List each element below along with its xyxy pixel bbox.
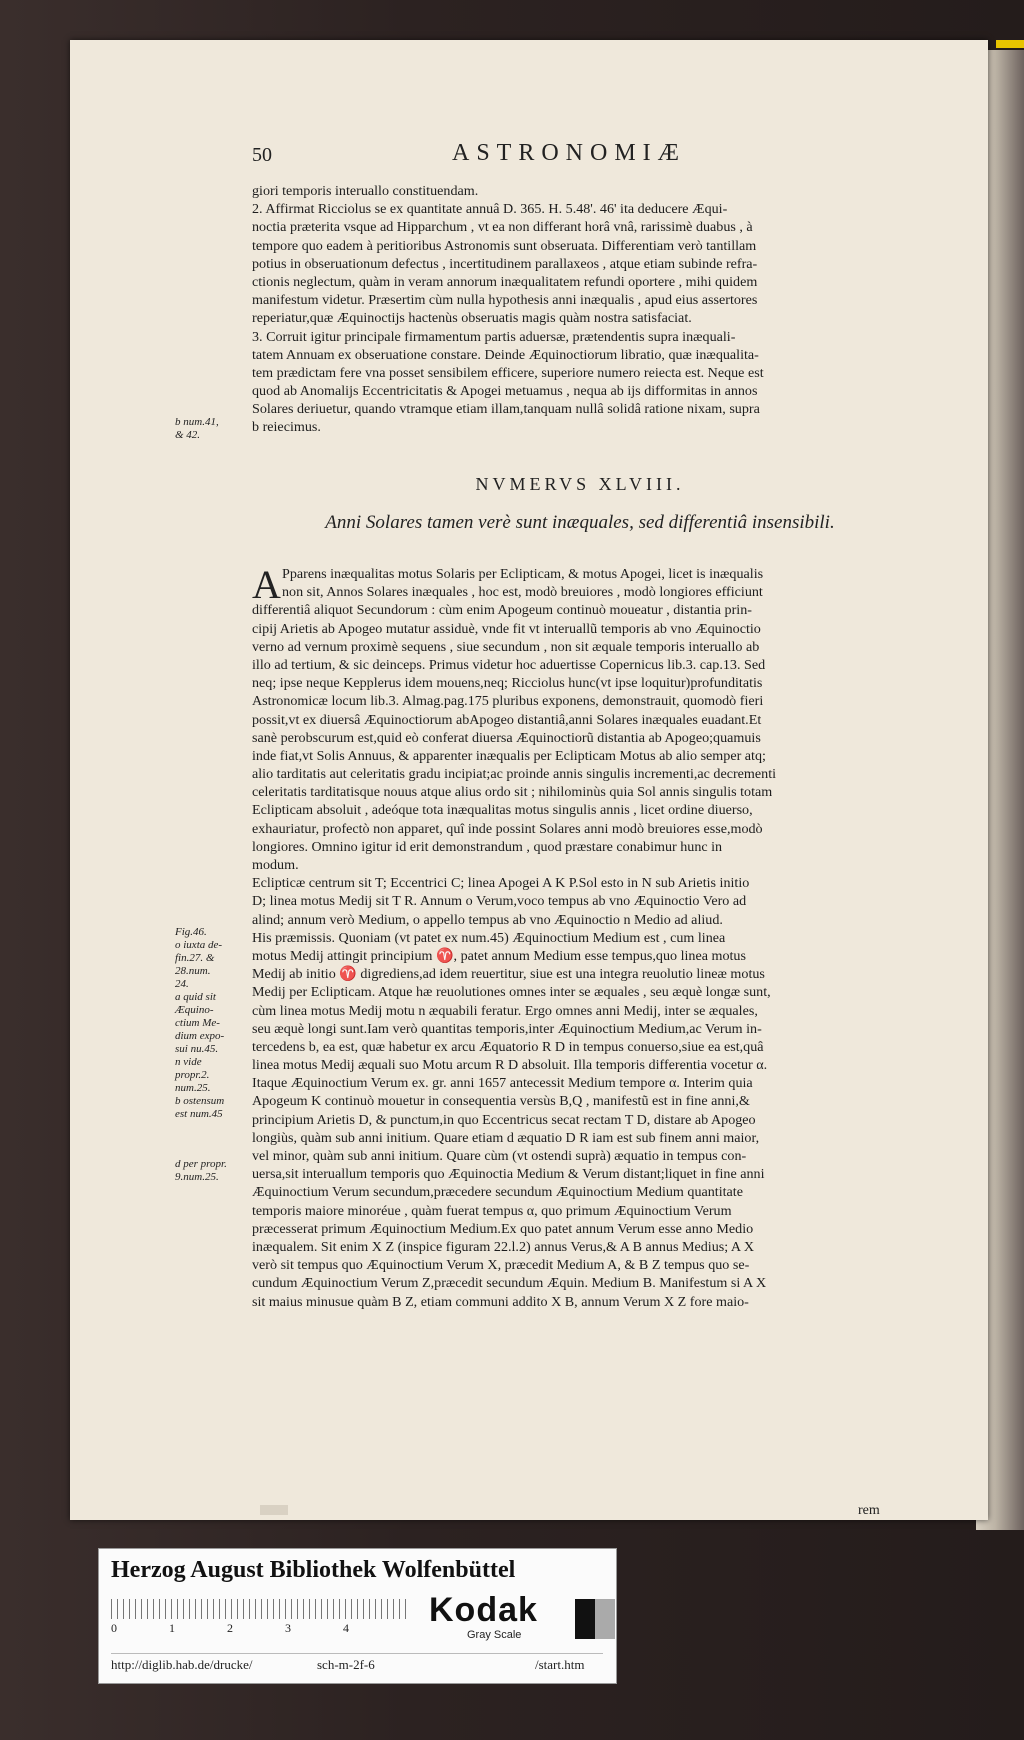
ruler-label: 1 <box>169 1621 175 1635</box>
ruler-label: 0 <box>111 1621 117 1635</box>
text-line: Medij per Eclipticam. Atque hæ reuolutiones omnes inter se æquales , seu æquè longæ sunt, <box>252 984 771 1001</box>
library-name: Herzog August Bibliothek Wolfenbüttel <box>111 1557 516 1583</box>
text-line: differentiâ aliquot Secundorum : cùm enim Apogeum continuò moueatur , distantia prin- <box>252 602 752 619</box>
text-line: tatem Annuam ex obseruatione constare. Deinde Æquinoctiorum libratio, quæ inæqualita- <box>252 346 759 363</box>
margin-line: Fig.46. <box>175 926 207 938</box>
margin-line: a quid sit <box>175 991 216 1003</box>
kodak-logo: Kodak <box>429 1591 538 1629</box>
text-line: longiores. Omnino igitur id erit demonstrandum , quod præstare conabimur hunc in <box>252 838 723 855</box>
text-line: præcesserat primum Æquinoctium Medium.Ex quo patet annum Verum esse anno Medio <box>252 1220 754 1237</box>
section-subheading: Anni Solares tamen verè sunt inæquales, sed differentiâ insensibili. <box>325 512 835 533</box>
library-stamp <box>260 1505 288 1515</box>
text-line: non sit, Annos Solares inæquales , hoc est, modò breuiores , modò longiores efficiunt <box>282 584 763 601</box>
text-line: ctionis neglectum, quàm in veram annorum inæqualitatem refundi oportere , mihi quidem <box>252 273 758 290</box>
text-line: cipij Arietis ab Apogeo mutatur assiduè, vnde fit vt interuallũ temporis ab vno Æquinoctio <box>252 620 761 637</box>
margin-line: 9.num.25. <box>175 1171 219 1183</box>
text-line: illo ad tertium, & sic deinceps. Primus videtur hoc aduertisse Copernicus lib.3. cap.13. Sed <box>252 656 766 673</box>
text-line: Solares deriuetur, quando vtramque etiam illam,tanquam nullâ solidâ ratione nixam, supra <box>252 401 760 418</box>
text-line: Pparens inæqualitas motus Solaris per Eclipticam, & motus Apogei, licet is inæqualis <box>282 566 764 582</box>
ruler-label: 4 <box>343 1621 349 1635</box>
text-line: motus Medij attingit principium ♈, patet annum Medium esse tempus,quo linea motus <box>252 947 746 964</box>
text-line: Eclipticæ centrum sit T; Eccentrici C; linea Apogei A K P.Sol esto in N sub Arietis initio <box>252 875 750 892</box>
text-line: longiùs, quàm sub anni initium. Quare etiam d æquatio D R iam est sub finem anni maior, <box>252 1129 760 1146</box>
url-suffix: /start.htm <box>535 1657 585 1672</box>
margin-line: b num.41, <box>175 416 219 428</box>
url-base: http://diglib.hab.de/drucke/ <box>111 1657 253 1672</box>
margin-note-1 <box>175 416 255 442</box>
text-line: inde fiat,vt Solis Annuus, & apparenter inæqualis per Eclipticam Motus ab alio semper atq; <box>252 747 766 764</box>
numerus-heading: NVMERVS XLVIII. <box>475 474 685 494</box>
ruler-label: 2 <box>227 1621 233 1635</box>
margin-note-3 <box>175 1158 255 1184</box>
text-line: giori temporis interuallo constituendam. <box>252 183 479 199</box>
text-line: Æquinoctium Verum secundum,præcedere secundum Æquinoctium Medium quantitate <box>252 1184 743 1201</box>
text-line: exhauriatur, profectò non apparet, quî inde possint Solares anni modò breuiores esse,modò <box>252 820 763 837</box>
text-line: neq; ipse neque Kepplerus idem mouens,neq; Ricciolus hunc(vt ipse loquitur)profunditatis <box>252 675 763 692</box>
running-title: ASTRONOMIÆ <box>452 140 687 166</box>
text-line: b reiecimus. <box>252 419 321 436</box>
text-line: 2. Affirmat Ricciolus se ex quantitate annuâ D. 365. H. 5.48'. 46' ita deducere Æqui- <box>252 201 728 218</box>
margin-line: propr.2. <box>175 1069 210 1081</box>
margin-line: & 42. <box>175 429 201 441</box>
corner-marker <box>996 40 1024 48</box>
margin-line: fin.27. & <box>175 952 215 964</box>
text-line: quod ab Anomalijs Eccentricitatis & Apogei metuamus , nequa ab ijs difformitas in annos <box>252 383 758 400</box>
margin-line: b ostensum <box>175 1095 225 1107</box>
gray-patch-mid <box>595 1599 615 1639</box>
text-line: possit,vt ex diuersâ Æquinoctiorum abApogeo distantiâ,anni Solares inæquales euadant.Et <box>252 711 762 728</box>
text-line: noctia præterita vsque ad Hipparchum , vt ea non differant horâ vnâ, rarissimè duabus , à <box>252 219 753 236</box>
text-line: celeritatis tarditatisque nouus atque alius ordo sit ; nihilominùs quia Sol annis singulis totam <box>252 784 773 801</box>
text-line: manifestum videtur. Præsertim cùm nulla hypothesis anni inæqualis , apud eius assertores <box>252 292 758 309</box>
main-paragraphs <box>252 562 908 1311</box>
margin-note-2 <box>175 926 255 1121</box>
gray-scale-label: Gray Scale <box>467 1629 522 1641</box>
text-line: linea motus Medij æquali suo Motu arcum R D absoluit. Illa temporis differentia vocetur α. <box>252 1057 768 1074</box>
text-line: principium Arietis D, & punctum,in quo Eccentricus secat rectam T D, distare ab Apogeo <box>252 1111 756 1128</box>
text-line: tem prædictam fere vna posset sensibilem efficere, superiore numero reiecta est. Neque est <box>252 364 764 381</box>
text-line: alio tarditatis aut celeritatis gradu incipiat;ac proinde annis singulis incrementi,ac decrementi <box>252 766 777 783</box>
text-line: potius in obseruationum defectus , incertitudinem parallaxeos , atque etiam subinde refra- <box>252 255 758 272</box>
text-line: modum. <box>252 857 299 873</box>
text-line: verno ad vernum proximè sequens , siue secundum , non sit æquale temporis interuallo ab <box>252 638 760 655</box>
text-line: seu æquè longi sunt.Iam verò quantitas temporis,inter Æquinoctium Medium,ac Verum in- <box>252 1020 762 1037</box>
margin-line: 24. <box>175 978 189 990</box>
margin-line: num.25. <box>175 1082 211 1094</box>
text-line: cundum Æquinoctium Verum Z,præcedit secundum Æquin. Medium B. Manifestum si A X <box>252 1275 767 1292</box>
text-line: D; linea motus Medij sit T R. Annum o Verum,voco tempus ab vno Æquinoctio Vero ad <box>252 893 747 910</box>
margin-line: 28.num. <box>175 965 211 977</box>
margin-line: o iuxta de- <box>175 939 223 951</box>
drop-cap: A <box>252 562 281 607</box>
text-line: Medij ab initio ♈ digrediens,ad idem reuertitur, siue est una integra reuolutio lineæ motus <box>252 966 765 983</box>
running-header <box>252 140 812 174</box>
text-line: vel minor, quàm sub anni initium. Quare cùm (vt ostendi suprà) æquatio in tempus con- <box>252 1148 747 1164</box>
text-line: sanè perobscurum est,quid eò conferat diuersa Æquinoctiorũ distantia ab Apogeo;quamuis <box>252 729 761 746</box>
margin-line: d per propr. <box>175 1158 227 1170</box>
margin-line: est num.45 <box>175 1108 223 1120</box>
text-line: verò sit tempus quo Æquinoctium Verum X, præcedit Medium A, & B Z tempus quo se- <box>252 1257 750 1274</box>
margin-line: Æquino- <box>175 1004 214 1016</box>
catchword: rem <box>858 1503 880 1518</box>
url-signature: sch-m-2f-6 <box>317 1657 375 1672</box>
scale-ruler <box>111 1599 411 1619</box>
intro-paragraphs <box>252 182 908 437</box>
margin-line: ctium Me- <box>175 1017 220 1029</box>
text-line: reperiatur,quæ Æquinoctijs hactenùs obseruatis magis quàm nostra satisfaciat. <box>252 310 692 327</box>
text-line: Astronomicæ locum lib.3. Almag.pag.175 pluribus exponens, demonstrauit, quomodò fieri <box>252 693 764 710</box>
text-line: cùm linea motus Medij motu n æquabili feratur. Ergo omnes anni Medij, inter se æquales, <box>252 1002 758 1019</box>
text-line: inæqualem. Sit enim X Z (inspice figuram 22.l.2) annus Verus,& A B annus Medius; A X <box>252 1238 754 1255</box>
ruler-label: 3 <box>285 1621 291 1635</box>
page-number: 50 <box>252 144 272 166</box>
margin-line: sui nu.45. <box>175 1043 219 1055</box>
gray-patch-black <box>575 1599 595 1639</box>
margin-line: dium expo- <box>175 1030 225 1042</box>
color-target-card <box>98 1548 617 1684</box>
text-line: 3. Corruit igitur principale firmamentum partis aduersæ, prætendentis supra inæquali- <box>252 328 736 345</box>
margin-line: n vide <box>175 1056 202 1068</box>
text-line: His præmissis. Quoniam (vt patet ex num.45) Æquinoctium Medium est , cum linea <box>252 929 726 946</box>
text-line: tercedens b, ea est, quæ habetur ex arcu Æquatorio R D in tempus conuerso,siue ea est,quâ <box>252 1038 764 1055</box>
text-line: Eclipticam absoluit , adeóque tota inæqualitas motus singulis annis , licet ordine diuerso, <box>252 802 753 819</box>
text-line: uersa,sit interuallum temporis quo Æquinoctia Medium & Verum distant;liquet in fine anni <box>252 1166 765 1183</box>
card-divider <box>111 1653 603 1654</box>
text-line: Itaque Æquinoctium Verum ex. gr. anni 1657 antecessit Medium tempore α. Interim quia <box>252 1075 753 1092</box>
text-line: alind; annum verò Medium, o appello tempus ab vno Æquinoctio n Medio ad aliud. <box>252 911 723 928</box>
text-line: sit maius minusue quàm B Z, etiam communi addito X B, annum Verum X Z fore maio- <box>252 1293 749 1310</box>
text-line: temporis maiore minoréue , quàm fuerat tempus α, quo primum Æquinoctium Verum <box>252 1202 732 1219</box>
text-line: Apogeum K continuò mouetur in consequentia versùs B,Q , manifestũ est in fine anni,& <box>252 1093 750 1110</box>
text-line: tempore quo eadem à peritioribus Astronomis sunt obseruata. Differentiam verò tantillam <box>252 237 757 254</box>
